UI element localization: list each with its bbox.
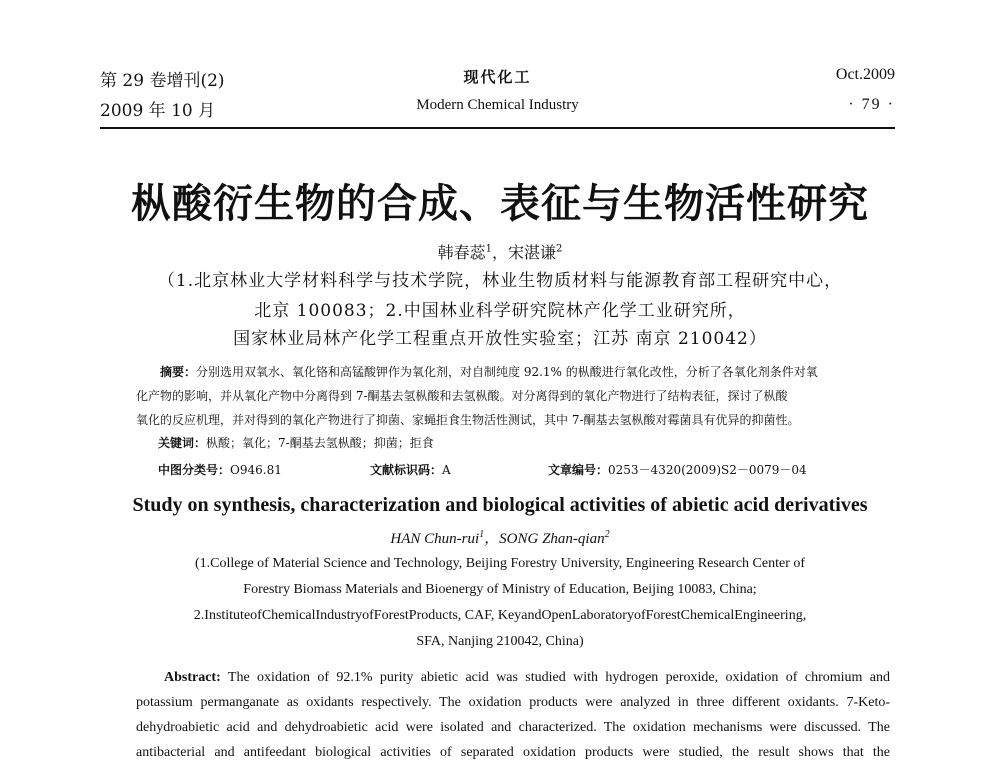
abstract-en-line-4: antibacterial and antifeedant biological activities of separated oxidation products were studied, the result shows that the [136,745,890,760]
article-number [548,461,807,478]
header-rule [100,127,895,129]
document-code [370,461,451,478]
author-1-en: HAN Chun-rui [390,531,480,547]
abstract-en-line-1 [136,665,890,690]
volume-info: 第 29 卷增刊(2) [100,71,225,91]
issue-date-cn: 2009 年 10 月 [100,101,216,121]
affiliation-cn-line-1: （1.北京林业大学材料科学与技术学院，林业生物质材料与能源教育部工程研究中心， [157,271,843,291]
affiliation-en-line-2: Forestry Biomass Materials and Bioenergy of Ministry of Education, Beijing 10083, China; [243,582,757,597]
clc-number [158,461,282,478]
article-number-value: 0253－4320(2009)S2－0079－04 [608,463,807,477]
authors-cn [0,240,1000,263]
author-1-en-sup: 1 [479,529,485,540]
article-number-label: 文章编号： [548,463,609,477]
abstract-cn-label: 摘要： [160,365,197,379]
clc-value: O946.81 [230,463,282,477]
journal-name-cn: 现代化工 [463,68,532,86]
author-2-en-sup: 2 [604,529,610,540]
abstract-en-label: Abstract: [164,670,221,685]
author-2-sup: 2 [556,243,563,255]
author-2-cn: ，宋湛谦 [492,243,557,262]
keywords-label: 关键词： [158,436,207,450]
authors-en [0,527,1000,548]
abstract-cn-line-2: 化产物的影响，并从氧化产物中分离得到 7-酮基去氢枞酸和去氢枞酸。对分离得到的氧化产物进行了结构表征，探讨了枞酸 [136,389,788,403]
page-number: · 79 · [848,96,895,113]
affiliation-cn-line-2: 北京 100083；2.中国林业科学研究院林产化学工业研究所， [254,301,746,321]
author-1-cn: 韩春蕊 [437,243,486,262]
clc-label: 中图分类号： [158,463,231,477]
title-cn: 枞酸衍生物的合成、表征与生物活性研究 [131,181,869,227]
running-header [100,62,895,128]
document-code-value: A [442,463,451,477]
abstract-en-text-1: The oxidation of 92.1% purity abietic acid was studied with hydrogen peroxide, oxidation of chromium and [227,670,890,685]
abstract-cn-text-1: 分别选用双氧水、氧化铬和高锰酸钾作为氧化剂，对自制纯度 92.1% 的枞酸进行氧化改性，分析了各氧化剂条件对氧 [196,365,818,379]
title-en: Study on synthesis, characterization and biological activities of abietic acid derivatives [132,494,868,516]
keywords-value: 枞酸；氧化；7-酮基去氢枞酸；抑菌；拒食 [206,436,434,450]
abstract-en-line-3: dehydroabietic acid and dehydroabietic acid were isolated and characterized. The oxidation mechanisms were discussed. The [136,720,890,735]
abstract-en [136,665,890,765]
abstract-en-line-2: potassium permanganate as oxidants respectively. The oxidation products were analyzed in three different oxidants. 7-Keto- [136,695,890,710]
issue-date-en: Oct.2009 [835,66,895,83]
keywords-cn [158,434,434,451]
affiliation-en-line-1: (1.College of Material Science and Technology, Beijing Forestry University, Engineering Research Center of [194,556,806,571]
abstract-cn-line-3: 氧化的反应机理，并对得到的氧化产物进行了抑菌、家蝇拒食生物活性测试，其中 7-酮基去氢枞酸对霉菌具有优异的抑菌性。 [136,413,800,427]
affiliation-en-line-3: 2.InstituteofChemicalIndustryofForestProducts, CAF, KeyandOpenLaboratoryofForestChemicalEngineering, [193,608,807,623]
affiliation-cn-line-3: 国家林业局林产化学工程重点开放性实验室；江苏 南京 210042） [233,329,767,349]
journal-name-en: Modern Chemical Industry [416,97,579,113]
abstract-cn [136,360,890,432]
author-2-en: ，SONG Zhan-qian [484,531,605,547]
document-code-label: 文献标识码： [370,463,443,477]
author-1-sup: 1 [485,243,492,255]
abstract-cn-line-1 [136,360,890,384]
affiliation-en-line-4: SFA, Nanjing 210042, China) [416,634,584,649]
